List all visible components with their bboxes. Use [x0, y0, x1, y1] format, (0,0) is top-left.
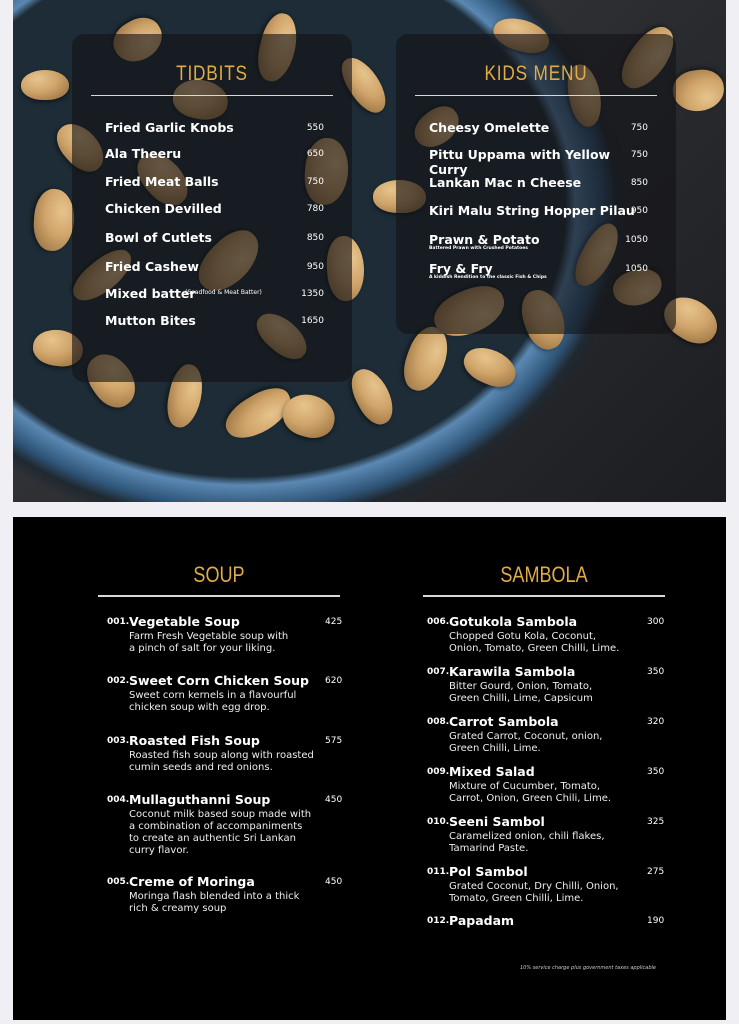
sambola-item-price: 300 — [647, 617, 665, 627]
sambola-item-description-line: Chopped Gotu Kola, Coconut, — [449, 631, 597, 642]
tidbits-item-price: 650 — [306, 149, 324, 159]
tidbits-title: TIDBITS — [176, 62, 248, 85]
soup-item-price: 620 — [325, 676, 343, 686]
sambola-item-name: Papadam — [449, 913, 515, 928]
tidbits-item-price: 780 — [306, 204, 324, 214]
soup-item-description-line: chicken soup with egg drop. — [129, 702, 270, 713]
cashew-nut — [671, 67, 726, 114]
soup-divider — [98, 595, 340, 597]
soup-item-description-line: to create an authentic Sri Lankan — [129, 833, 296, 844]
sambola-item-description-line: Tomato, Green Chilli, Lime. — [449, 893, 584, 904]
sambola-item-description — [449, 881, 619, 905]
tidbits-item-price: 550 — [306, 123, 324, 133]
soup-item-name: Mullaguthanni Soup — [129, 792, 271, 807]
sambola-item-description-line: Onion, Tomato, Green Chilli, Lime. — [449, 643, 620, 654]
menu-page-soup-sambola — [13, 517, 726, 1020]
kids-menu-item-price: 750 — [630, 150, 648, 160]
kids-menu-item-price: 850 — [630, 178, 648, 188]
soup-item-description-line: cumin seeds and red onions. — [129, 762, 273, 773]
sambola-item — [427, 664, 677, 704]
soup-item — [107, 874, 355, 914]
soup-item-description — [129, 809, 311, 857]
tidbits-item-price: 750 — [306, 177, 324, 187]
sambola-item-name: Pol Sambol — [449, 864, 528, 879]
soup-item-description-line: Farm Fresh Vegetable soup with — [129, 631, 289, 642]
soup-item-description-line: Moringa flash blended into a thick — [129, 891, 300, 902]
soup-item-number: 003. — [107, 736, 130, 746]
soup-item-price: 575 — [325, 736, 343, 746]
soup-item-price: 450 — [325, 795, 343, 805]
kids-menu-title: KIDS MENU — [484, 62, 588, 85]
tidbits-divider — [91, 95, 333, 96]
soup-item-number: 002. — [107, 676, 130, 686]
tidbits-item-note: (Seadfood & Meat Batter) — [185, 289, 262, 296]
soup-item-description-line: a pinch of salt for your liking. — [129, 643, 276, 654]
kids-menu-divider — [415, 95, 657, 96]
tidbits-item-name: Mixed batter — [105, 286, 196, 301]
soup-item-name: Vegetable Soup — [129, 614, 240, 629]
sambola-item-number: 008. — [427, 717, 450, 727]
soup-item-name: Roasted Fish Soup — [129, 733, 260, 748]
sambola-item-name: Mixed Salad — [449, 764, 535, 779]
sambola-item-description-line: Bitter Gourd, Onion, Tomato, — [449, 681, 593, 692]
sambola-item-description-line: Green Chilli, Lime. — [449, 743, 541, 754]
tidbits-item-name: Bowl of Cutlets — [105, 230, 212, 245]
tidbits-item-name: Ala Theeru — [105, 146, 182, 161]
sambola-item-description-line: Tamarind Paste. — [449, 843, 529, 854]
sambola-item — [427, 764, 677, 804]
soup-item-number: 005. — [107, 877, 130, 887]
kids-menu-item-name: Kiri Malu String Hopper Pilau — [429, 203, 635, 218]
sambola-item-number: 011. — [427, 867, 450, 877]
soup-item — [107, 792, 355, 856]
kids-menu-panel — [396, 34, 676, 334]
soup-item-description — [129, 631, 288, 655]
soup-item — [107, 733, 355, 773]
menu-page-tidbits-kids — [13, 0, 726, 502]
tidbits-item-price: 850 — [306, 233, 324, 243]
sambola-item-description-line: Green Chilli, Lime, Capsicum — [449, 693, 593, 704]
sambola-item-description — [449, 781, 611, 805]
soup-item-name: Creme of Moringa — [129, 874, 255, 889]
kids-menu-item-name: Fry & Fry — [429, 261, 493, 276]
tidbits-item-name: Fried Cashew — [105, 259, 199, 274]
sambola-item — [427, 714, 677, 754]
tidbits-item-name: Fried Meat Balls — [105, 174, 219, 189]
soup-item-number: 004. — [107, 795, 130, 805]
sambola-item-number: 006. — [427, 617, 450, 627]
cashew-nut — [32, 188, 76, 253]
kids-menu-item-price: 950 — [630, 206, 648, 216]
sambola-item-description-line: Caramelized onion, chili flakes, — [449, 831, 605, 842]
kids-menu-item-subtitle: A kiddish Rendition to the classic Fish & Chips — [429, 275, 547, 280]
sambola-item — [427, 614, 677, 654]
kids-menu-item-price: 1050 — [625, 235, 648, 245]
sambola-item-number: 009. — [427, 767, 450, 777]
soup-item — [107, 614, 355, 654]
sambola-item-description — [449, 681, 593, 705]
sambola-item-description — [449, 631, 619, 655]
soup-item-description — [129, 891, 299, 915]
sambola-item-number: 010. — [427, 817, 450, 827]
sambola-item-name: Gotukola Sambola — [449, 614, 578, 629]
tidbits-item-name: Chicken Devilled — [105, 201, 222, 216]
soup-item — [107, 673, 355, 713]
sambola-item-description-line: Grated Coconut, Dry Chilli, Onion, — [449, 881, 619, 892]
kids-menu-item-name: Cheesy Omelette — [429, 120, 550, 135]
soup-item-number: 001. — [107, 617, 130, 627]
sambola-item-description — [449, 831, 605, 855]
sambola-item-description-line: Grated Carrot, Coconut, onion, — [449, 731, 603, 742]
tidbits-item-name: Fried Garlic Knobs — [105, 120, 234, 135]
tidbits-panel — [72, 34, 352, 382]
soup-item-description-line: Roasted fish soup along with roasted — [129, 750, 314, 761]
service-charge-note: 10% service charge plus government taxes applicable — [519, 965, 656, 971]
soup-item-price: 425 — [325, 617, 343, 627]
tidbits-item-price: 1350 — [301, 289, 324, 299]
kids-menu-item-name: Pittu Uppama with Yellow Curry — [429, 147, 611, 177]
sambola-item-price: 350 — [647, 667, 665, 677]
soup-item-description — [129, 690, 296, 714]
sambola-item-number: 012. — [427, 916, 450, 926]
sambola-item-price: 190 — [647, 916, 665, 926]
sambola-item-description-line: Mixture of Cucumber, Tomato, — [449, 781, 601, 792]
sambola-item — [427, 814, 677, 854]
soup-title: SOUP — [193, 562, 245, 587]
soup-item-name: Sweet Corn Chicken Soup — [129, 673, 309, 688]
sambola-item-price: 350 — [647, 767, 665, 777]
tidbits-item-name: Mutton Bites — [105, 313, 196, 328]
sambola-item-price: 275 — [647, 867, 665, 877]
soup-item-description-line: Sweet corn kernels in a flavourful — [129, 690, 297, 701]
sambola-title: SAMBOLA — [500, 562, 588, 587]
cashew-nut — [344, 363, 400, 431]
cashew-nut — [21, 70, 69, 100]
sambola-item-name: Carrot Sambola — [449, 714, 559, 729]
sambola-item-number: 007. — [427, 667, 450, 677]
soup-item-price: 450 — [325, 877, 343, 887]
soup-item-description-line: a combination of accompaniments — [129, 821, 303, 832]
sambola-item — [427, 913, 677, 953]
kids-menu-item-name: Prawn & Potato — [429, 232, 540, 247]
kids-menu-item-price: 750 — [630, 123, 648, 133]
sambola-item-description — [449, 731, 602, 755]
kids-menu-item-subtitle: Battered Prawn with Crushed Potatoes — [429, 246, 528, 251]
kids-menu-item-price: 1050 — [625, 264, 648, 274]
tidbits-item-price: 950 — [306, 262, 324, 272]
sambola-item-price: 325 — [647, 817, 665, 827]
sambola-item-price: 320 — [647, 717, 665, 727]
soup-item-description-line: rich & creamy soup — [129, 903, 227, 914]
sambola-item-description-line: Carrot, Onion, Green Chili, Lime. — [449, 793, 612, 804]
soup-item-description — [129, 750, 314, 774]
sambola-item-name: Seeni Sambol — [449, 814, 545, 829]
tidbits-item-price: 1650 — [301, 316, 324, 326]
kids-menu-item-name: Lankan Mac n Cheese — [429, 175, 582, 190]
sambola-divider — [423, 595, 665, 597]
soup-item-description-line: Coconut milk based soup made with — [129, 809, 312, 820]
sambola-item — [427, 864, 677, 904]
cashew-nut — [458, 340, 521, 393]
sambola-item-name: Karawila Sambola — [449, 664, 576, 679]
soup-item-description-line: curry flavor. — [129, 845, 189, 856]
